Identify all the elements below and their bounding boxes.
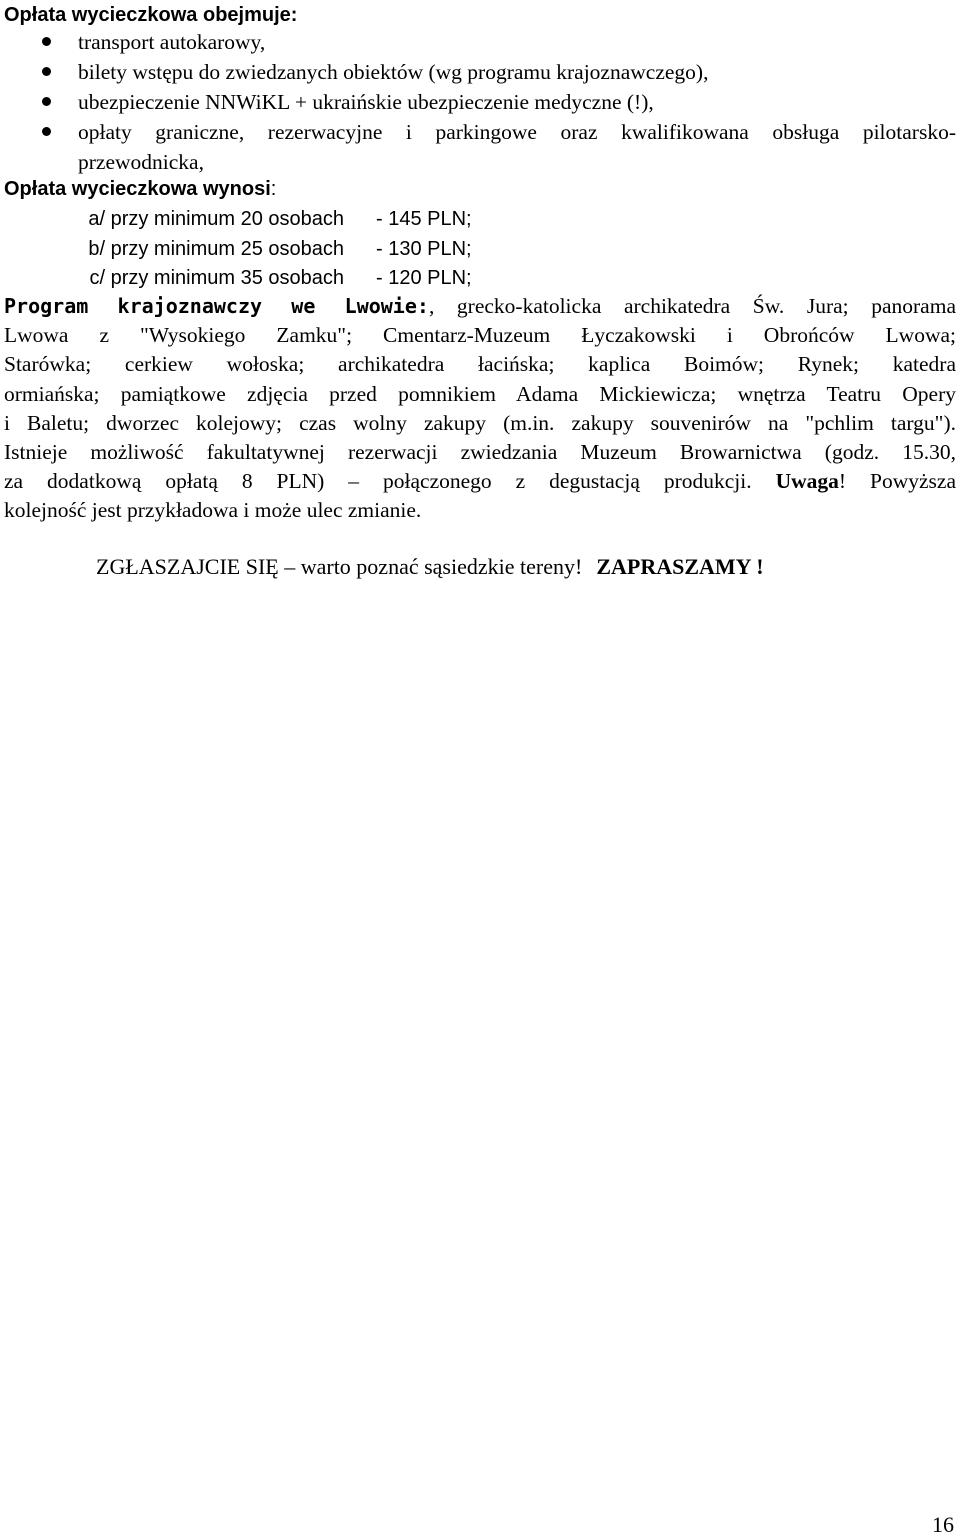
list-item: opłaty graniczne, rezerwacyjne i parkingowe oraz kwalifikowana obsługa pilotarsko- przewodnicka, bbox=[4, 117, 956, 177]
cost-heading: Opłata wycieczkowa wynosi: bbox=[4, 178, 277, 200]
list-item: ubezpieczenie NNWiKL + ukraińskie ubezpieczenie medyczne (!), bbox=[4, 87, 956, 117]
call-to-action: ZGŁASZAJCIE SIĘ – warto poznać sąsiedzkie tereny! ZAPRASZAMY ! bbox=[96, 554, 764, 579]
list-item: transport autokarowy, bbox=[4, 27, 956, 57]
program-title: Program krajoznawczy we Lwowie: bbox=[4, 294, 429, 318]
bullet-icon bbox=[42, 97, 51, 106]
bullet-icon bbox=[42, 67, 51, 76]
includes-list bbox=[4, 27, 956, 177]
price-value: - 145 PLN; bbox=[376, 208, 472, 230]
includes-heading: Opłata wycieczkowa obejmuje: bbox=[4, 4, 298, 26]
invite-emphasis: ZAPRASZAMY ! bbox=[596, 554, 764, 579]
bullet-icon bbox=[42, 127, 51, 136]
page-number: 16 bbox=[932, 1512, 954, 1537]
price-label: b/ przy minimum 25 osobach bbox=[88, 237, 344, 260]
price-label: a/ przy minimum 20 osobach bbox=[88, 208, 344, 230]
price-label: c/ przy minimum 35 osobach bbox=[89, 267, 344, 289]
list-item: bilety wstępu do zwiedzanych obiektów (wg programu krajoznawczego), bbox=[4, 57, 956, 87]
bullet-icon bbox=[42, 37, 51, 46]
warning-label: Uwaga bbox=[775, 469, 839, 494]
price-value: - 130 PLN; bbox=[376, 237, 472, 260]
program-paragraph: Program krajoznawczy we Lwowie:, grecko-katolicka archikatedra Św. Jura; panorama Lwowa z "Wysokiego Zamku"; Cmentarz-Muzeum Łyczakowski i Obrońców Lwowa; Starówka; cerkiew wołoska; archikatedra łacińska; kaplica Boimów; Rynek; katedra ormiańska; pamiątkowe zdjęcia przed pomnikiem Adama Mickiewicza; wnętrza Teatru Opery i Baletu; dworzec kolejowy; czas wolny zakupy (m.in. zakupy souvenirów na "pchlim targu"). Istnieje możliwość fakultatywnej rezerwacji zwiedzania Muzeum Browarnictwa (godz. 15.30, za dodatkową opłatą 8 PLN) – połączonego z degustacją produkcji. Uwaga! Powyższa kolejność jest przykładowa i może ulec zmianie. bbox=[4, 294, 956, 523]
price-value: - 120 PLN; bbox=[376, 267, 472, 289]
